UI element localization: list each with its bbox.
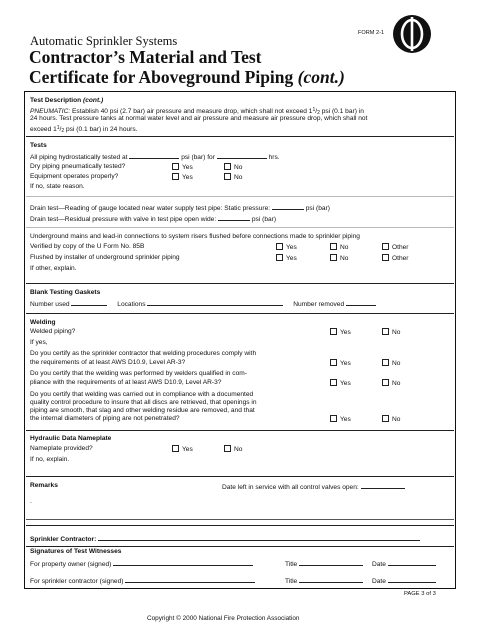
flushed-label: Flushed by installer of underground sprinkler piping [30, 254, 180, 261]
welding-heading: Welding [30, 319, 56, 326]
verified-no-checkbox[interactable]: No [330, 243, 348, 252]
date-left-in-service: Date left in service with all control valves open: [222, 482, 405, 492]
hydro-pressure-field[interactable] [129, 152, 179, 159]
equip-no-checkbox[interactable]: No [224, 173, 242, 182]
remarks-dot: . [30, 498, 32, 505]
flushed-yes-checkbox[interactable]: Yes [276, 254, 297, 263]
gaskets-row: Number used Locations Number removed [30, 299, 376, 309]
date-left-field[interactable] [361, 482, 405, 489]
welding-q3-line4: the internal diameters of piping are not penetrated? [30, 415, 180, 422]
drain-test-static: Drain test—Reading of gauge located near water supply test pipe: Static pressure: psi (bar) [30, 205, 330, 212]
owner-title: Title [285, 559, 363, 569]
form-title-cont: (cont.) [297, 67, 345, 87]
frame-left [24, 91, 25, 588]
nameplate-if-no: If no, explain. [30, 456, 70, 463]
welded-yes-checkbox[interactable]: Yes [330, 328, 351, 337]
if-other-explain: If other, explain. [30, 265, 77, 272]
welded-question: Welded piping? [30, 328, 76, 335]
drain-test-residual: Drain test—Residual pressure with valve in test pipe open wide: psi (bar) [30, 216, 277, 223]
verified-yes-checkbox[interactable]: Yes [276, 243, 297, 252]
tests-heading: Tests [30, 142, 47, 149]
welding-q2-line1: Do you certify that the welding was performed by welders qualified in com- [30, 370, 247, 377]
section-divider [26, 546, 454, 547]
form-title-text: Certificate for Aboveground Piping [29, 67, 294, 87]
verified-other-checkbox[interactable]: Other [382, 243, 409, 252]
nameplate-yes-checkbox[interactable]: Yes [172, 445, 193, 454]
owner-title-field[interactable] [299, 559, 363, 566]
copyright: Copyright © 2000 National Fire Protection Association [147, 615, 300, 622]
form-number: FORM 2-1 [358, 30, 385, 36]
hydro-hours-field[interactable] [217, 152, 267, 159]
welding-q3-line1: Do you certify that welding was carried out in compliance with a documented [30, 391, 254, 398]
flushed-other-checkbox[interactable]: Other [382, 254, 409, 263]
welded-no-checkbox[interactable]: No [382, 328, 400, 337]
residual-pressure-field[interactable] [218, 214, 250, 221]
hydrostatic-test-line: All piping hydrostatically tested at psi (bar) for hrs. [30, 154, 280, 161]
welding-q3-line2: quality control procedure to insure that all discs are retrieved, that openings in [30, 399, 257, 406]
sprinkler-contractor-signature: For sprinkler contractor (signed) [30, 576, 255, 586]
equip-yes-checkbox[interactable]: Yes [172, 173, 193, 182]
number-used-field[interactable] [71, 299, 107, 306]
section-divider [26, 283, 454, 284]
gaskets-heading: Blank Testing Gaskets [30, 289, 101, 296]
section-divider [26, 136, 454, 137]
witnesses-heading: Signatures of Test Witnesses [30, 548, 122, 555]
frame-bottom [24, 588, 456, 589]
number-removed-field[interactable] [346, 299, 376, 306]
section-divider [26, 313, 454, 314]
if-no-state-reason: If no, state reason. [30, 183, 85, 190]
remarks-field-line[interactable] [26, 519, 454, 520]
pneumatic-line2: 24 hours. Test pressure tanks at normal water level and air pressure and measure air pressure drop, which shall not [30, 115, 368, 122]
owner-signature-field[interactable] [113, 559, 253, 566]
faint-rule [26, 196, 454, 197]
form-title-line1: Contractor’s Material and Test [29, 47, 262, 67]
section-divider [26, 525, 454, 526]
form-subtitle: Automatic Sprinkler Systems [30, 34, 178, 48]
equipment-question: Equipment operates properly? [30, 173, 119, 180]
welding-q3-line3: piping are smooth, that slag and other welding residue are removed, and that [30, 407, 255, 414]
welding-q1-line2: the requirements of at least AWS D10.9, Level AR-3? [30, 359, 186, 366]
faint-rule [26, 227, 454, 228]
contractor-date: Date [372, 576, 436, 586]
contractor-date-field[interactable] [388, 576, 436, 583]
static-pressure-field[interactable] [272, 203, 304, 210]
test-description-heading: Test Description (cont.) [30, 97, 104, 104]
pneumatic-label: PNEUMATIC: [30, 108, 71, 115]
section-divider [26, 476, 454, 477]
nameplate-question: Nameplate provided? [30, 445, 93, 452]
contractor-title-field[interactable] [299, 576, 363, 583]
dry-yes-checkbox[interactable]: Yes [172, 163, 193, 172]
contractor-signature-field[interactable] [125, 576, 255, 583]
q1-no-checkbox[interactable]: No [382, 359, 400, 368]
page-number: PAGE 3 of 3 [404, 591, 436, 597]
owner-date: Date [372, 559, 436, 569]
contractor-title: Title [285, 576, 363, 586]
header-bottom-rule [24, 91, 456, 92]
locations-field[interactable] [147, 299, 283, 306]
sprinkler-contractor-label: Sprinkler Contractor: [30, 534, 420, 544]
remarks-heading: Remarks [30, 482, 58, 489]
form-title-line2 [29, 67, 345, 87]
q3-no-checkbox[interactable]: No [382, 415, 400, 424]
if-yes-label: If yes, [30, 339, 48, 346]
verified-label: Verified by copy of the U Form No. 85B [30, 243, 145, 250]
q2-no-checkbox[interactable]: No [382, 379, 400, 388]
flushed-no-checkbox[interactable]: No [330, 254, 348, 263]
sprinkler-contractor-field[interactable] [98, 534, 420, 541]
nfpa-logo [392, 14, 432, 54]
section-divider [26, 430, 454, 431]
nameplate-no-checkbox[interactable]: No [224, 445, 242, 454]
welding-q1-line1: Do you certify as the sprinkler contractor that welding procedures comply with [30, 350, 257, 357]
q3-yes-checkbox[interactable]: Yes [330, 415, 351, 424]
pneumatic-line3: exceed $1^1/_2$ psi (0.1 bar) in 24 hours. [30, 125, 138, 134]
q1-yes-checkbox[interactable]: Yes [330, 359, 351, 368]
frame-right [455, 91, 456, 588]
owner-date-field[interactable] [388, 559, 436, 566]
q2-yes-checkbox[interactable]: Yes [330, 379, 351, 388]
underground-statement: Underground mains and lead-in connections to system risers flushed before connections made to sprinkler piping [30, 233, 360, 240]
property-owner-signature: For property owner (signed) [30, 559, 253, 569]
welding-q2-line2: pliance with the requirements of at least AWS D10.9, Level AR-3? [30, 379, 222, 386]
dry-piping-question: Dry piping pneumatically tested? [30, 163, 126, 170]
hydraulic-heading: Hydraulic Data Nameplate [30, 435, 112, 442]
dry-no-checkbox[interactable]: No [224, 163, 242, 172]
pneumatic-line1: PNEUMATIC: Establish 40 psi (2.7 bar) air pressure and measure drop, which shall not exceed $1^1/_2$ psi (0.1 bar) in [30, 107, 364, 116]
